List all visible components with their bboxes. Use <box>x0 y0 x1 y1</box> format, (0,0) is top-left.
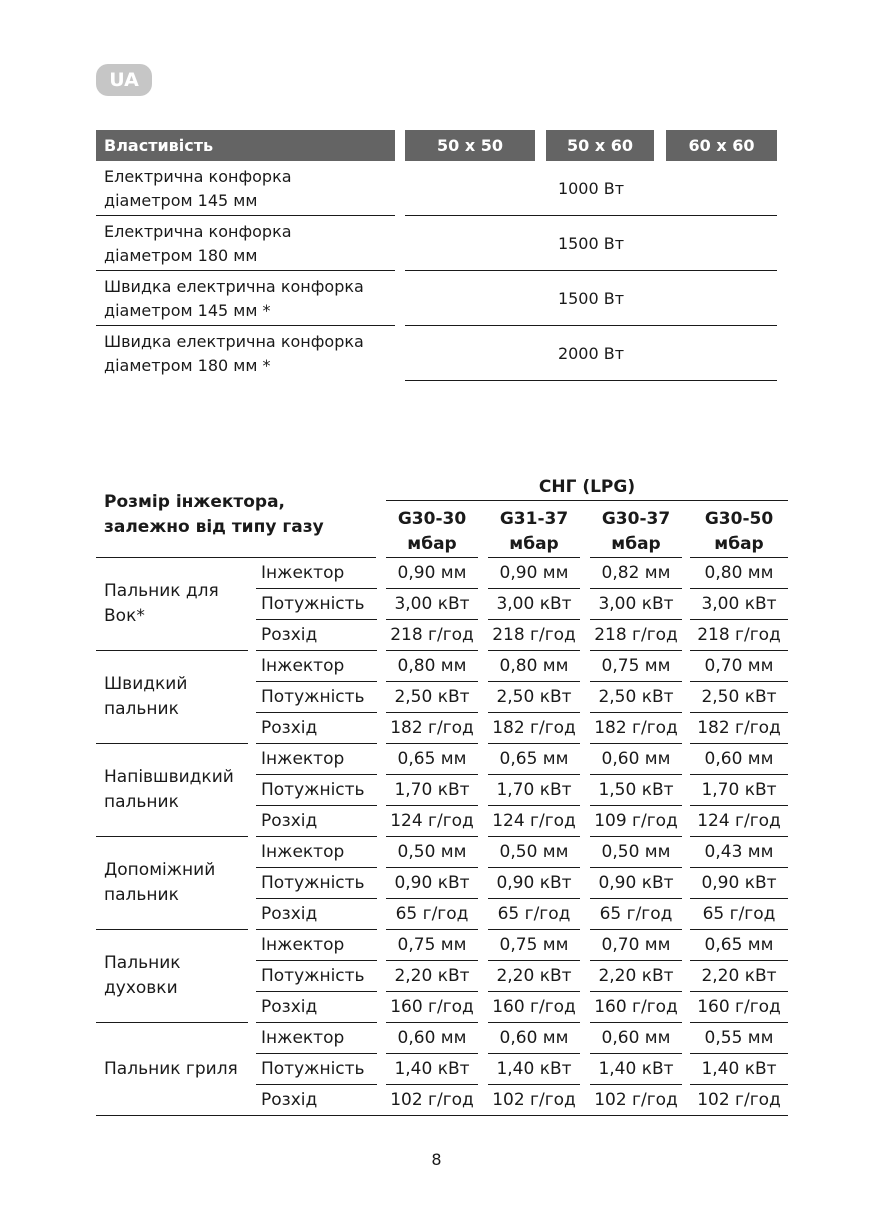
parameter-label: Потужність <box>256 961 377 992</box>
injector-value: 0,70 мм <box>590 930 682 961</box>
injector-value: 0,90 мм <box>488 558 580 589</box>
injector-value: 0,50 мм <box>488 837 580 868</box>
injector-value: 0,50 мм <box>386 837 478 868</box>
hotplate-label-line: Швидка електрична конфорка <box>104 277 364 296</box>
parameter-label: Розхід <box>256 806 377 837</box>
burner-group <box>96 837 248 930</box>
burner-name-line: пальник <box>104 699 179 719</box>
parameter-label: Інжектор <box>256 837 377 868</box>
injector-value: 1,70 кВт <box>386 775 478 806</box>
injector-value: 1,50 кВт <box>590 775 682 806</box>
injector-value: 182 г/год <box>488 713 580 744</box>
injector-value: 0,82 мм <box>590 558 682 589</box>
burner-name-text <box>104 672 187 722</box>
injector-value: 218 г/год <box>386 620 478 651</box>
injector-value: 1,40 кВт <box>488 1054 580 1085</box>
injector-value: 0,60 мм <box>590 744 682 775</box>
injector-value: 1,40 кВт <box>690 1054 788 1085</box>
parameter-label: Потужність <box>256 682 377 713</box>
injector-value: 1,70 кВт <box>690 775 788 806</box>
injector-value: 65 г/год <box>488 899 580 930</box>
injector-value: 1,40 кВт <box>590 1054 682 1085</box>
burner-name-line: пальник <box>104 885 179 905</box>
hotplate-label-line: діаметром 145 мм * <box>104 301 271 320</box>
burner-name <box>104 930 248 1022</box>
row-divider <box>405 380 777 381</box>
injector-value: 102 г/год <box>488 1085 580 1116</box>
injector-value: 218 г/год <box>690 620 788 651</box>
gas-group-header: СНГ (LPG) <box>386 470 788 501</box>
size-column-header: 60 x 60 <box>666 130 777 161</box>
table-row <box>96 161 777 216</box>
injector-value: 124 г/год <box>488 806 580 837</box>
burner-name-line: Пальник для <box>104 581 219 601</box>
injector-value: 2,50 кВт <box>488 682 580 713</box>
hotplate-label-line: діаметром 145 мм <box>104 191 258 210</box>
gas-column-header-line: G31-37 <box>499 509 569 529</box>
burner-name-text <box>104 765 234 815</box>
injector-value: 160 г/год <box>590 992 682 1023</box>
injector-value: 0,90 кВт <box>590 868 682 899</box>
parameter-label: Інжектор <box>256 930 377 961</box>
injector-value: 160 г/год <box>488 992 580 1023</box>
injector-value: 0,80 мм <box>386 651 478 682</box>
burner-name-line: духовки <box>104 978 178 998</box>
injector-value: 0,90 мм <box>386 558 478 589</box>
injector-value: 102 г/год <box>386 1085 478 1116</box>
injector-value: 3,00 кВт <box>690 589 788 620</box>
power-value: 1000 Вт <box>557 179 625 198</box>
injector-value: 65 г/год <box>386 899 478 930</box>
injector-table-title-line: Розмір інжектора, <box>104 492 286 512</box>
parameter-label: Потужність <box>256 775 377 806</box>
parameter-label: Інжектор <box>256 744 377 775</box>
injector-value: 160 г/год <box>386 992 478 1023</box>
power-value: 2000 Вт <box>557 344 625 363</box>
burner-name-line: Напівшвидкий <box>104 767 234 787</box>
injector-value: 0,65 мм <box>488 744 580 775</box>
injector-value: 109 г/год <box>590 806 682 837</box>
injector-value: 0,60 мм <box>590 1023 682 1054</box>
injector-value: 0,75 мм <box>488 930 580 961</box>
injector-value: 0,90 кВт <box>386 868 478 899</box>
injector-value: 160 г/год <box>690 992 788 1023</box>
hotplate-label-line: Електрична конфорка <box>104 222 292 241</box>
page-number: 8 <box>431 1150 442 1169</box>
injector-value: 2,50 кВт <box>690 682 788 713</box>
burner-name-line: Пальник гриля <box>104 1058 238 1079</box>
parameter-label: Потужність <box>256 1054 377 1085</box>
injector-value: 124 г/год <box>386 806 478 837</box>
injector-value: 2,20 кВт <box>590 961 682 992</box>
table-bottom-rule <box>96 1115 788 1116</box>
injector-value: 102 г/год <box>690 1085 788 1116</box>
parameter-label: Розхід <box>256 992 377 1023</box>
injector-value: 0,55 мм <box>690 1023 788 1054</box>
burner-name <box>104 651 248 743</box>
injector-value: 124 г/год <box>690 806 788 837</box>
injector-size-table <box>96 470 788 1118</box>
injector-value: 2,50 кВт <box>386 682 478 713</box>
table-row <box>96 326 777 381</box>
injector-value: 182 г/год <box>690 713 788 744</box>
burner-name <box>104 744 248 836</box>
hob-power-table <box>96 130 777 382</box>
burner-group <box>96 651 248 744</box>
burner-group <box>96 558 248 651</box>
gas-column-header-line: G30-37 <box>601 509 671 529</box>
language-badge: UA <box>96 64 152 96</box>
injector-table-title-line: залежно від типу газу <box>104 517 324 537</box>
injector-value: 65 г/год <box>590 899 682 930</box>
injector-value: 218 г/год <box>590 620 682 651</box>
parameter-label: Інжектор <box>256 1023 377 1054</box>
property-column-header: Властивість <box>96 130 395 161</box>
burner-name-text <box>104 858 215 908</box>
hotplate-label <box>104 271 399 326</box>
injector-value: 0,65 мм <box>386 744 478 775</box>
injector-value: 0,70 мм <box>690 651 788 682</box>
burner-name <box>104 1023 248 1115</box>
size-column-header: 50 x 60 <box>546 130 654 161</box>
burner-name <box>104 558 248 650</box>
injector-value: 1,70 кВт <box>488 775 580 806</box>
injector-value: 0,80 мм <box>488 651 580 682</box>
hotplate-label-line: діаметром 180 мм <box>104 246 258 265</box>
parameter-label: Розхід <box>256 620 377 651</box>
gas-column-header <box>488 507 580 558</box>
hotplate-label-line: діаметром 180 мм * <box>104 356 271 375</box>
parameter-label: Інжектор <box>256 651 377 682</box>
injector-value: 0,75 мм <box>386 930 478 961</box>
injector-value: 0,43 мм <box>690 837 788 868</box>
burner-group <box>96 930 248 1023</box>
injector-value: 2,50 кВт <box>590 682 682 713</box>
burner-name-text <box>104 951 181 1001</box>
injector-value: 0,60 мм <box>386 1023 478 1054</box>
injector-value: 2,20 кВт <box>488 961 580 992</box>
injector-value: 1,40 кВт <box>386 1054 478 1085</box>
gas-column-header <box>386 507 478 558</box>
burner-name-line: Допоміжний <box>104 860 216 880</box>
injector-value: 3,00 кВт <box>488 589 580 620</box>
burner-group <box>96 1023 248 1116</box>
gas-column-header <box>590 507 682 558</box>
table-row <box>96 271 777 326</box>
injector-value: 102 г/год <box>590 1085 682 1116</box>
injector-value: 0,90 кВт <box>488 868 580 899</box>
hotplate-label-line: Електрична конфорка <box>104 167 292 186</box>
injector-value: 182 г/год <box>590 713 682 744</box>
power-value: 1500 Вт <box>557 234 625 253</box>
injector-value: 0,75 мм <box>590 651 682 682</box>
burner-name-text <box>104 1057 238 1082</box>
table-row <box>96 216 777 271</box>
injector-value: 3,00 кВт <box>386 589 478 620</box>
parameter-label: Розхід <box>256 1085 377 1116</box>
hotplate-label <box>104 216 399 271</box>
gas-column-header-line: G30-50 <box>704 509 774 529</box>
burner-name-line: Вок* <box>104 606 145 626</box>
gas-column-header-line: мбар <box>509 534 559 554</box>
injector-value: 0,90 кВт <box>690 868 788 899</box>
injector-value: 218 г/год <box>488 620 580 651</box>
injector-value: 0,60 мм <box>690 744 788 775</box>
gas-column-header-line: G30-30 <box>397 509 467 529</box>
hotplate-label <box>104 161 399 216</box>
injector-value: 2,20 кВт <box>690 961 788 992</box>
injector-table-title <box>104 490 374 540</box>
injector-value: 2,20 кВт <box>386 961 478 992</box>
injector-value: 3,00 кВт <box>590 589 682 620</box>
burner-name <box>104 837 248 929</box>
burner-name-line: Пальник <box>104 953 181 973</box>
injector-value: 182 г/год <box>386 713 478 744</box>
injector-value: 0,80 мм <box>690 558 788 589</box>
gas-column-header-line: мбар <box>714 534 764 554</box>
burner-name-line: Швидкий <box>104 674 188 694</box>
injector-value: 0,65 мм <box>690 930 788 961</box>
hotplate-label-line: Швидка електрична конфорка <box>104 332 364 351</box>
injector-value: 65 г/год <box>690 899 788 930</box>
burner-group <box>96 744 248 837</box>
injector-value: 0,60 мм <box>488 1023 580 1054</box>
parameter-label: Інжектор <box>256 558 377 589</box>
hotplate-label <box>104 326 399 381</box>
gas-column-header-line: мбар <box>611 534 661 554</box>
burner-name-text <box>104 579 219 629</box>
parameter-label: Розхід <box>256 713 377 744</box>
gas-column-header-line: мбар <box>407 534 457 554</box>
injector-value: 0,50 мм <box>590 837 682 868</box>
size-column-header: 50 x 50 <box>405 130 535 161</box>
parameter-label: Розхід <box>256 899 377 930</box>
power-value: 1500 Вт <box>557 289 625 308</box>
burner-name-line: пальник <box>104 792 179 812</box>
parameter-label: Потужність <box>256 868 377 899</box>
gas-column-header <box>690 507 788 558</box>
parameter-label: Потужність <box>256 589 377 620</box>
